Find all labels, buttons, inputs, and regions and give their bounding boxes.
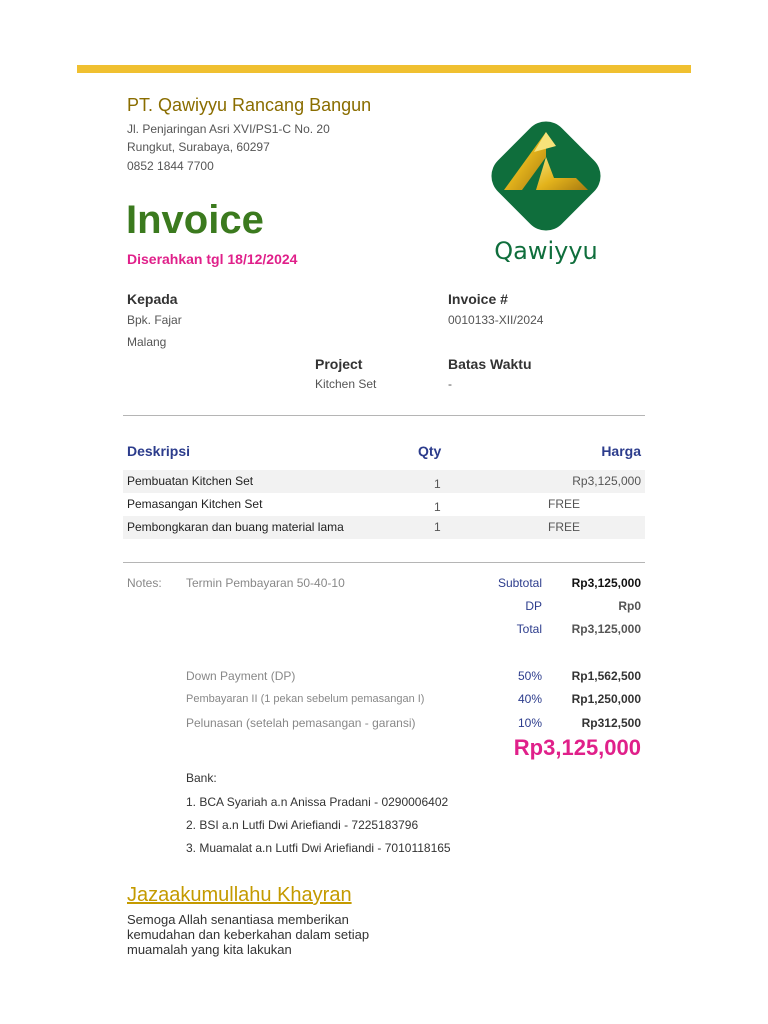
- row-description: Pemasangan Kitchen Set: [127, 497, 263, 511]
- thanks-heading: Jazaakumullahu Khayran: [127, 884, 352, 906]
- row-price: FREE: [548, 520, 581, 534]
- top-accent-bar: [77, 65, 691, 73]
- company-address-line1: Jl. Penjaringan Asri XVI/PS1-C No. 20: [127, 122, 330, 136]
- invoice-number: 0010133-XII/2024: [448, 313, 544, 327]
- row-description: Pembongkaran dan buang material lama: [127, 520, 344, 534]
- total-value: Rp3,125,000: [571, 622, 641, 636]
- bank-account: 3. Muamalat a.n Lutfi Dwi Ariefiandi - 7010118165: [186, 841, 451, 855]
- deadline-label: Batas Waktu: [448, 356, 532, 372]
- bank-account: 1. BCA Syariah a.n Anissa Pradani - 0290006402: [186, 795, 449, 809]
- subtotal-label: Subtotal: [497, 576, 542, 590]
- payment-term-label: Pelunasan (setelah pemasangan - garansi): [186, 716, 416, 730]
- logo-wordmark: Qawiyyu: [494, 237, 598, 265]
- column-header-description: Deskripsi: [127, 443, 191, 459]
- bank-account: 2. BSI a.n Lutfi Dwi Ariefiandi - 7225183796: [186, 818, 419, 832]
- payment-term-label: Pembayaran II (1 pekan sebelum pemasangan I): [186, 693, 425, 705]
- closing-blessing: Semoga Allah senantiasa memberikan kemudahan dan keberkahan dalam setiap muamalah yang kita lakukan: [127, 912, 370, 957]
- deadline-value: -: [448, 377, 452, 391]
- row-price: Rp3,125,000: [572, 474, 641, 488]
- payment-term-label: Down Payment (DP): [186, 669, 296, 683]
- row-qty: 1: [434, 520, 441, 534]
- payment-term-percent: 10%: [517, 716, 542, 730]
- notes-text: Termin Pembayaran 50-40-10: [186, 576, 345, 590]
- bank-label: Bank:: [186, 771, 217, 785]
- payment-term-amount: Rp312,500: [581, 716, 641, 730]
- company-name: PT. Qawiyyu Rancang Bangun: [127, 95, 372, 115]
- notes-label: Notes:: [127, 576, 162, 590]
- row-qty: 1: [434, 477, 441, 491]
- payment-term-percent: 40%: [517, 692, 542, 706]
- column-header-price: Harga: [601, 443, 641, 459]
- invoice-number-label: Invoice #: [448, 291, 508, 307]
- payment-term-amount: Rp1,250,000: [571, 692, 641, 706]
- total-label: Total: [516, 622, 542, 636]
- invoice-title: Invoice: [126, 198, 264, 242]
- bill-to-city: Malang: [127, 335, 167, 349]
- payment-term-percent: 50%: [517, 669, 542, 683]
- bill-to-name: Bpk. Fajar: [127, 313, 182, 327]
- bill-to-label: Kepada: [127, 291, 178, 307]
- company-phone: 0852 1844 7700: [127, 159, 214, 173]
- company-address-line2: Rungkut, Surabaya, 60297: [127, 140, 270, 154]
- divider: [123, 415, 645, 416]
- grand-total: Rp3,125,000: [513, 735, 641, 760]
- subtotal-value: Rp3,125,000: [571, 576, 641, 590]
- dp-value: Rp0: [618, 599, 641, 613]
- submitted-date: Diserahkan tgl 18/12/2024: [127, 251, 298, 267]
- divider: [123, 562, 645, 563]
- row-description: Pembuatan Kitchen Set: [127, 474, 254, 488]
- project-label: Project: [315, 356, 363, 372]
- logo-mark-icon: [478, 112, 614, 267]
- column-header-qty: Qty: [418, 443, 442, 459]
- project-value: Kitchen Set: [315, 377, 377, 391]
- company-logo: [478, 112, 614, 267]
- row-qty: 1: [434, 500, 441, 514]
- row-price: FREE: [548, 497, 581, 511]
- payment-term-amount: Rp1,562,500: [571, 669, 641, 683]
- dp-label: DP: [525, 599, 542, 613]
